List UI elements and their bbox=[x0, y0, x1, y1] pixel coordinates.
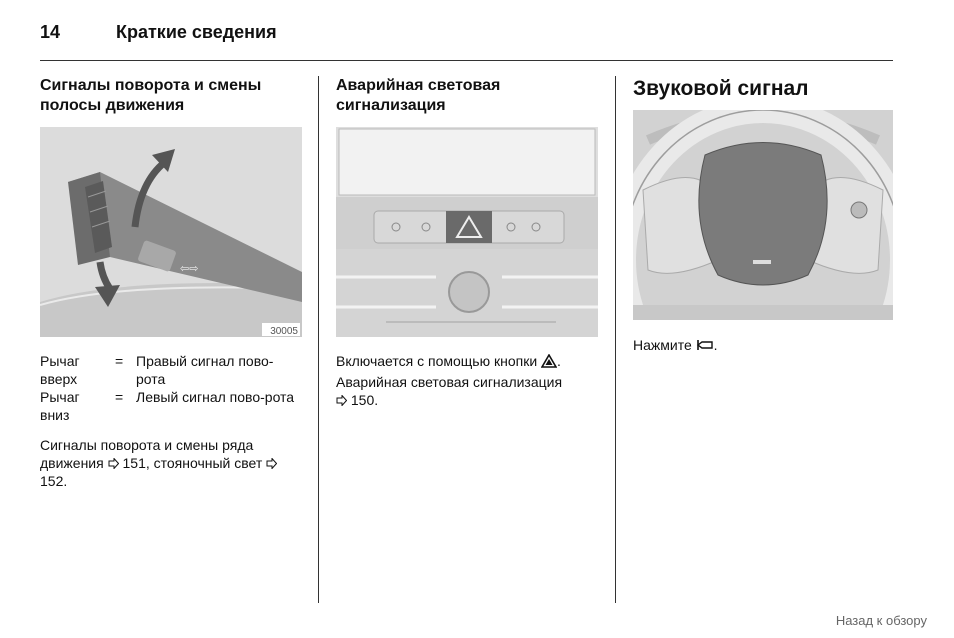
definition-term: Рычаг вниз bbox=[40, 389, 80, 423]
hazard-button-illustration bbox=[336, 127, 598, 337]
column-divider bbox=[615, 76, 616, 603]
back-to-overview-link[interactable]: Назад к обзору bbox=[835, 613, 927, 628]
definition-eq: = bbox=[115, 389, 124, 405]
definition-text: Левый сигнал пово-рота bbox=[136, 389, 295, 405]
section-heading: Аварийная световая сигнализация bbox=[336, 77, 501, 114]
reference-link[interactable]: 152. bbox=[40, 473, 68, 489]
hazard-paragraph: Включается с помощью кнопки . bbox=[336, 353, 561, 369]
definition-eq: = bbox=[115, 353, 124, 369]
column-divider bbox=[318, 76, 319, 603]
section-heading: Звуковой сигнал bbox=[633, 77, 809, 100]
reference-link[interactable]: 151, стояночный свет bbox=[122, 455, 263, 471]
cross-reference-paragraph bbox=[336, 373, 598, 409]
paragraph-text: Нажмите bbox=[633, 337, 692, 353]
section-horn bbox=[633, 76, 895, 353]
section-turn-signals bbox=[40, 76, 302, 489]
figure-number: 30005 bbox=[270, 326, 298, 337]
hazard-triangle-icon bbox=[541, 354, 557, 368]
reference-link[interactable]: 150. bbox=[350, 392, 379, 408]
section-heading: Сигналы поворота и смены полосы движения bbox=[40, 77, 262, 114]
page-reference-icon bbox=[108, 458, 119, 469]
page-reference-icon bbox=[336, 395, 347, 406]
section-hazard-lights bbox=[336, 76, 598, 408]
paragraph-text: Включается с помощью кнопки bbox=[336, 353, 538, 369]
definition-text: Правый сигнал пово-рота bbox=[136, 353, 274, 387]
definition-row bbox=[40, 388, 302, 424]
horn-icon bbox=[696, 339, 714, 351]
steering-wheel-horn-illustration bbox=[633, 110, 893, 320]
definition-term: Рычаг вверх bbox=[40, 353, 80, 387]
paragraph-text: Аварийная световая сигнализация bbox=[336, 374, 563, 390]
horn-paragraph: Нажмите . bbox=[633, 337, 718, 353]
chapter-title: Краткие сведения bbox=[116, 22, 277, 42]
lever-definitions bbox=[40, 352, 302, 424]
page-header bbox=[40, 20, 893, 61]
turn-signal-lever-illustration bbox=[40, 127, 302, 337]
definition-row bbox=[40, 352, 302, 388]
cross-reference-paragraph bbox=[40, 436, 302, 490]
page-number: 14 bbox=[40, 22, 61, 42]
svg-text:⇦⇨: ⇦⇨ bbox=[180, 263, 199, 275]
page-reference-icon bbox=[266, 458, 277, 469]
paragraph-text: Сигналы поворота и смены ряда движения bbox=[40, 437, 254, 471]
